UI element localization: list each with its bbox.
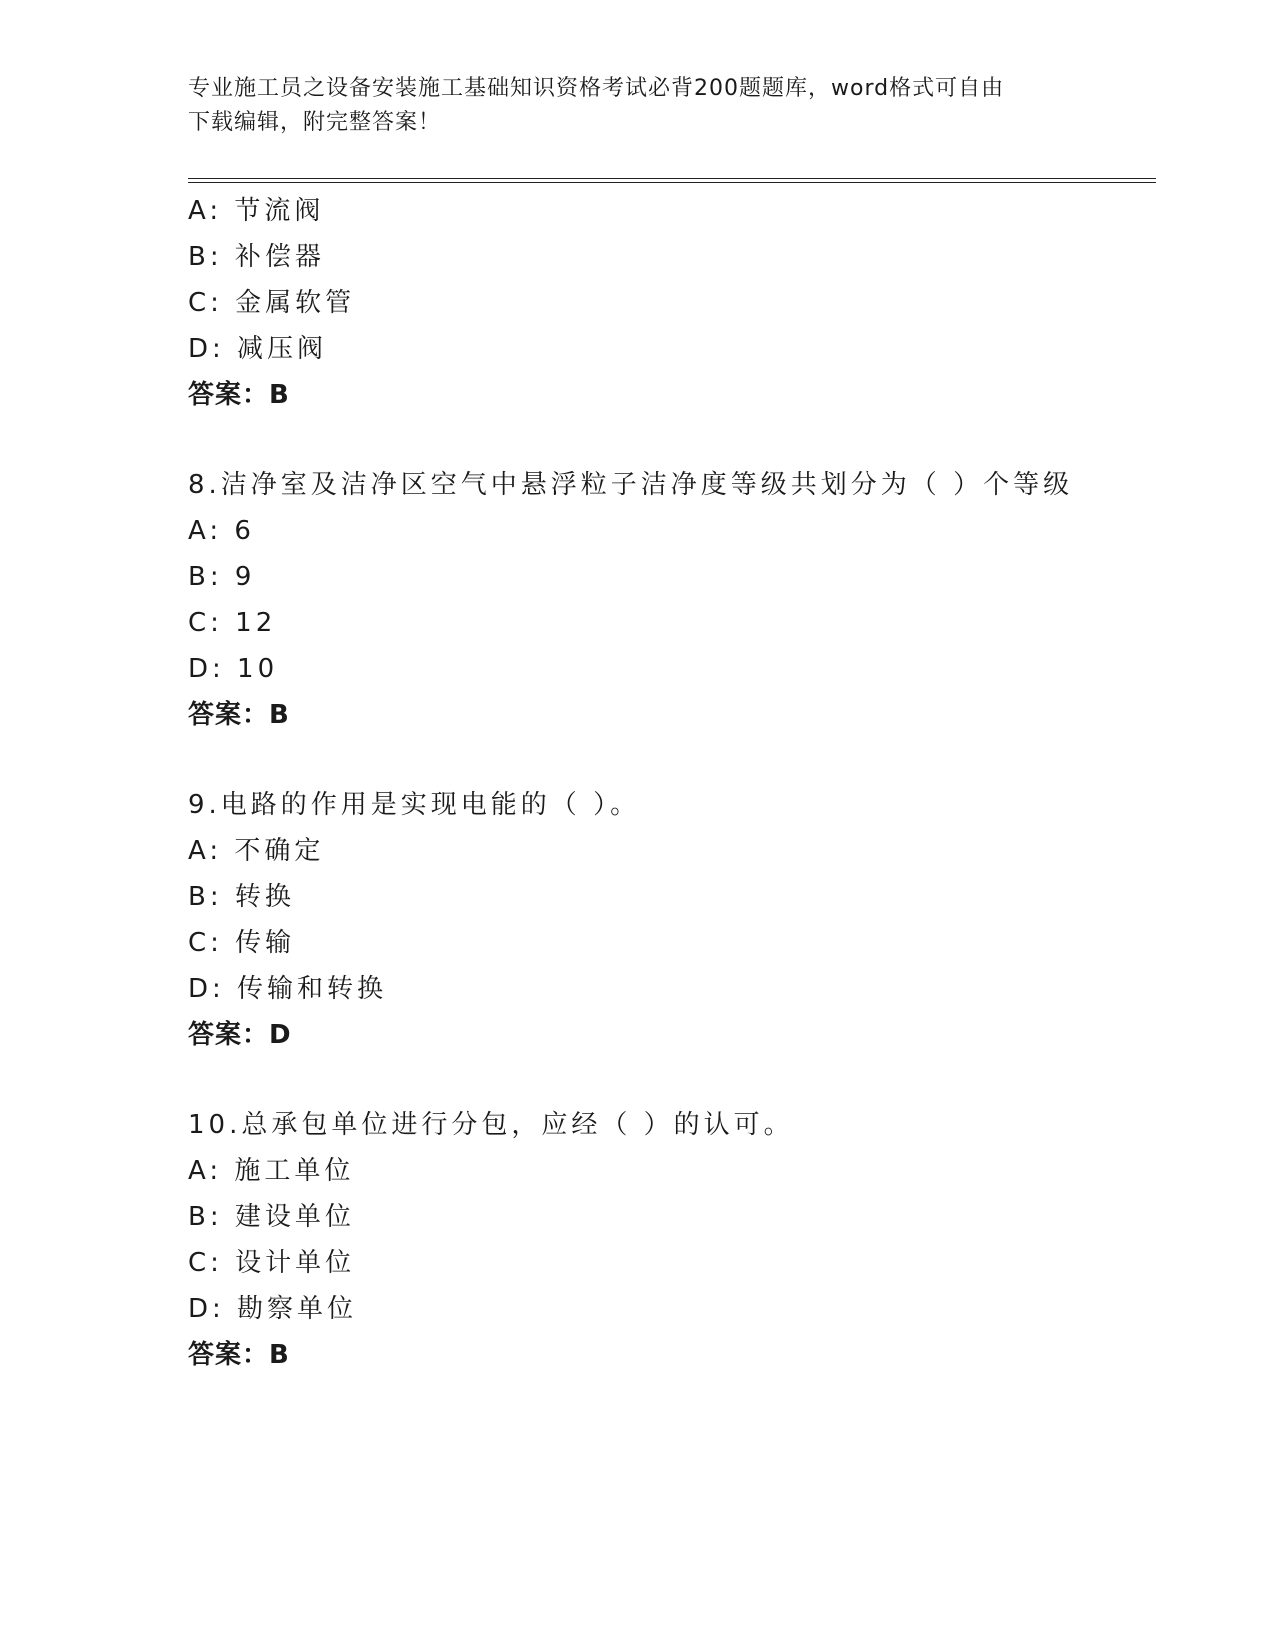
option-b: B: 建设单位	[188, 1202, 355, 1232]
option-c: C: 传输	[188, 928, 296, 958]
option-a: A: 节流阀	[188, 196, 325, 226]
question-block-7	[188, 188, 1188, 418]
spacer	[188, 1058, 1188, 1102]
question-text: 9.电路的作用是实现电能的（ ）。	[188, 790, 641, 820]
option-a: A: 不确定	[188, 836, 325, 866]
header-line-2: 下载编辑，附完整答案！	[188, 110, 442, 135]
option-b: B: 转换	[188, 882, 295, 912]
option-d: D: 减压阀	[188, 334, 328, 364]
question-text: 8.洁净室及洁净区空气中悬浮粒子洁净度等级共划分为（ ）个等级	[188, 470, 1074, 500]
option-d: D: 传输和转换	[188, 974, 388, 1004]
answer-line: 答案：B	[188, 1340, 290, 1370]
option-b: B: 9	[188, 562, 256, 592]
question-list	[188, 188, 1188, 1378]
option-c: C: 12	[188, 608, 277, 638]
header-line-1: 专业施工员之设备安装施工基础知识资格考试必背200题题库，word格式可自由	[188, 76, 1005, 101]
option-c: C: 设计单位	[188, 1248, 356, 1278]
question-block-9	[188, 782, 1188, 1058]
option-a: A: 施工单位	[188, 1156, 355, 1186]
question-text: 10.总承包单位进行分包，应经（ ）的认可。	[188, 1110, 794, 1140]
answer-line: 答案：B	[188, 700, 290, 730]
spacer	[188, 738, 1188, 782]
option-d: D: 勘察单位	[188, 1294, 358, 1324]
spacer	[188, 418, 1188, 462]
option-c: C: 金属软管	[188, 288, 356, 318]
header-divider-top	[188, 178, 1156, 179]
document-header	[188, 72, 1068, 140]
option-b: B: 补偿器	[188, 242, 325, 272]
answer-line: 答案：B	[188, 380, 290, 410]
question-block-8	[188, 462, 1188, 738]
option-a: A: 6	[188, 516, 255, 546]
header-divider-bottom	[188, 182, 1156, 183]
option-d: D: 10	[188, 654, 279, 684]
answer-line: 答案：D	[188, 1020, 292, 1050]
question-block-10	[188, 1102, 1188, 1378]
